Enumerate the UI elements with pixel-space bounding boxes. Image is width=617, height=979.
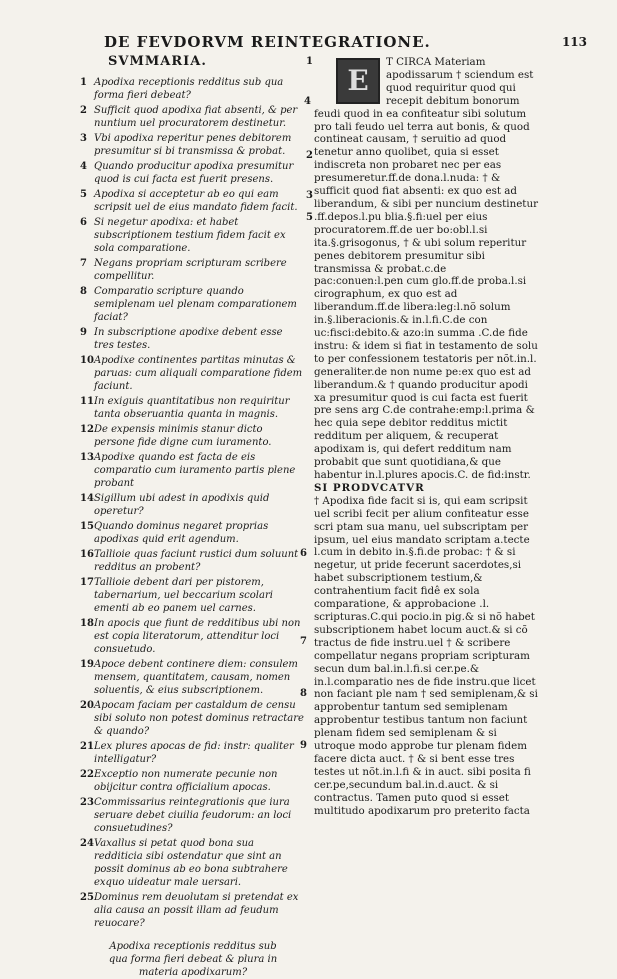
summaria-item	[82, 768, 304, 794]
summaria-item	[82, 658, 304, 697]
summaria-item	[82, 354, 304, 393]
summaria-item-number: 9	[80, 327, 87, 338]
summaria-item-text: In exiguis quantitatibus non requiritur tanta obseruantia quanta in magnis.	[94, 396, 290, 420]
summaria-item	[82, 257, 304, 283]
summaria-item-number: 10	[80, 355, 94, 366]
summaria-item-text: Apodixe continentes partitas minutas & paruas: cum aliquali comparatione fidem faciunt.	[94, 355, 303, 392]
summaria-item-number: 8	[80, 286, 87, 297]
summaria-item-number: 19	[80, 659, 94, 670]
summaria-item	[82, 326, 304, 352]
summaria-item	[82, 451, 304, 490]
summaria-item-text: Sufficit quod apodixa fiat absenti, & per nuntium uel procuratorem destinetur.	[94, 105, 298, 129]
summaria-item-number: 5	[80, 189, 87, 200]
running-head: DE FEVDORVM REINTEGRATIONE.	[104, 33, 431, 51]
summaria-item-number: 12	[80, 424, 94, 435]
summaria-item	[82, 188, 304, 214]
summaria-item-number: 18	[80, 618, 94, 629]
gutter-number: 4	[304, 96, 311, 107]
summaria-item	[82, 395, 304, 421]
summaria-item-number: 17	[80, 577, 94, 588]
summaria-item-text: Vbi apodixa reperitur penes debitorem presumitur si bi transmissa & probat.	[94, 133, 292, 157]
summaria-item-text: Quando dominus negaret proprias apodixas quid erit agendum.	[94, 521, 269, 545]
summaria-item	[82, 891, 304, 930]
summaria-item-number: 11	[80, 396, 94, 407]
summaria-subheading: Apodixa receptionis redditus sub qua forma fieri debeat & plura in materia apodixarum?	[108, 941, 278, 978]
page-header	[0, 33, 617, 55]
summaria-item-text: Sigillum ubi adest in apodixis quid operetur?	[94, 493, 270, 517]
summaria-item-text: Apoce debent continere diem: consulem mensem, quantitatem, causam, nomen soluentis, & eius subscriptionem.	[94, 659, 298, 696]
main-paragraph-1: T CIRCA Materiam apodissarum † sciendum est quod requiritur quod qui recepit debitum bonorum feudi quod in ea confiteatur sibi solutum pro tali feudo uel terra aut bonis, & quod contineat causam, † seruitio ad quod tenetur anno quolibet, quia si esset indiscreta non probaret nec per eas presumeretur.ff.de dona.l.nuda: † & sufficit quod fiat absenti: ex quo est ad liberandum, & sibi per nuncium destinetur .ff.depos.l.pu blia.§.fi:uel per eius procuratorem.ff.de uer bo:obl.l.si ita.§.grisogonus, † & ubi solum reperitur penes debitorem presumitur sibi transmissa & probat.c.de pac:conuen:l.pen cum glo.ff.de proba.l.si cirographum, ex quo est ad liberandum.ff.de libera:leg:l.nõ solum in.§.liberacionis.& in.l.fi.C.de con uc:fisci:debito.& azo:in summa .C.de fide instru: & idem si fiat in testamento de solu to per confessionem testatoris per nõt.in.l. generaliter.de non nume pe:ex quo est ad liberandum.& † quando producitur apodi xa presumitur quod is cui facta est fuerit pre sens arg C.de contrahe:emp:l.prima & hec quia sepe debitor redditus mictit redditum per aliquem, & recuperat apodixam is, qui defert redditum nam probabit que sunt quotidiana,& que habentur in.l.plures apocis.C. de fid:instr.	[314, 56, 538, 481]
summaria-item-text: Commissarius reintegrationis que iura seruare debet ciuilia feudorum: an loci consuetudines?	[94, 797, 292, 834]
summaria-item-text: Lex plures apocas de fid: instr: qualiter intelligatur?	[94, 741, 294, 765]
gutter-number: 8	[300, 688, 307, 699]
summaria-item-text: Apodixa si acceptetur ab eo qui eam scripsit uel de eius mandato fidem facit.	[94, 189, 298, 213]
summaria-item	[82, 548, 304, 574]
summaria-item-text: Vaxallus si petat quod bona sua redditicia sibi ostendatur que sint an possit dominus ab eo bona subtrahere exquo uideatur male uersari.	[94, 838, 288, 888]
summaria-item	[82, 796, 304, 835]
summaria-item-number: 1	[80, 77, 87, 88]
summaria-item-text: Apocam faciam per castaldum de censu sibi soluto non potest dominus retractare & quando?	[94, 700, 304, 737]
summaria-item	[82, 132, 304, 158]
summaria-item-number: 3	[80, 133, 87, 144]
summaria-item-number: 16	[80, 549, 94, 560]
summaria-item-number: 7	[80, 258, 87, 269]
summaria-item	[82, 837, 304, 889]
summaria-item-number: 14	[80, 493, 94, 504]
summaria-item-number: 24	[80, 838, 94, 849]
gutter-number: 5	[306, 212, 313, 223]
summaria-item-number: 13	[80, 452, 94, 463]
summaria-item-text: Apodixe quando est facta de eis comparatio cum iuramento partis plene probant	[94, 452, 296, 489]
summaria-list	[82, 76, 304, 979]
summaria-item-text: Dominus rem deuolutam si pretendat ex alia causa an possit illam ad feudum reuocare?	[94, 892, 299, 929]
summaria-item-text: Comparatio scripture quando semiplenam uel plenam comparationem faciat?	[94, 286, 297, 323]
summaria-item	[82, 216, 304, 255]
gutter-number: 2	[306, 150, 313, 161]
summaria-item	[82, 492, 304, 518]
summaria-item-text: Apodixa receptionis redditus sub qua forma fieri debeat?	[94, 77, 284, 101]
dropcap-ornament	[336, 58, 380, 104]
summaria-item-number: 2	[80, 105, 87, 116]
dropcap-letter: E	[347, 64, 369, 97]
gutter-number: 1	[306, 56, 313, 67]
summaria-item-number: 25	[80, 892, 94, 903]
summaria-item-number: 21	[80, 741, 94, 752]
gutter-number: 9	[300, 740, 307, 751]
summaria-item-number: 23	[80, 797, 94, 808]
summaria-item	[82, 76, 304, 102]
summaria-item-number: 6	[80, 217, 87, 228]
summaria-item-text: Si negetur apodixa: et habet subscriptionem testium fidem facit ex sola comparatione.	[94, 217, 286, 254]
section-subheading: SI PRODVCATVR	[314, 481, 425, 494]
summaria-item-text: Tallioie quas faciunt rustici dum soluunt redditus an probent?	[94, 549, 299, 573]
summaria-item-number: 15	[80, 521, 94, 532]
gutter-number: 7	[300, 636, 307, 647]
main-paragraph-2: † Apodixa fide facit si is, qui eam scripsit uel scribi fecit per alium confiteatur esse scri ptam sua manu, uel subscriptam per ipsum, uel eius mandato scriptam a.tecte l.cum in debito in.§.fi.de probac: † & si negetur, ut pride fecerunt sacerdotes,si habet subscriptionem testium,& contrahentium facit fidê ex sola comparatione, & approbacione .l. scripturas.C.qui pocio.in pig.& si nõ habet subscriptionem habet locum auct.& si cõ tractus de fide instru.uel † & scribere compellatur negans propriam scripturam secun dum bal.in.l.fi.si cer.pe.& in.l.comparatio nes de fide instru.que licet non faciant ple nam † sed semiplenam,& si approbentur tantum sed semiplenam approbentur testibus tantum non faciunt plenam fidem sed semiplenam & si utroque modo approbe tur plenam fidem facere dicta auct. † & si bent esse tres testes ut nõt.in.l.fi & in auct. sibi posita fi cer.pe,secundum bal.in.d.auct. & si contractus. Tamen puto quod si esset multitudo apodixarum pro preterito facta	[314, 494, 538, 817]
summaria-item-text: In apocis que fiunt de redditibus ubi non est copia literatorum, attenditur loci consuetudo.	[94, 618, 301, 655]
summaria-item-text: In subscriptione apodixe debent esse tres testes.	[94, 327, 283, 351]
summaria-item	[82, 617, 304, 656]
gutter-number: 6	[300, 548, 307, 559]
summaria-item-text: De expensis minimis stanur dicto persone fide digne cum iuramento.	[94, 424, 272, 448]
summaria-heading: SVMMARIA.	[108, 54, 207, 69]
summaria-item-text: Tallioie debent dari per pistorem, tabernarium, uel beccarium scolari ementi ab eo panem uel carnes.	[94, 577, 273, 614]
summaria-item	[82, 104, 304, 130]
summaria-item	[82, 520, 304, 546]
summaria-item-text: Quando producitur apodixa presumitur quod is cui facta est fuerit presens.	[94, 161, 294, 185]
summaria-item	[82, 285, 304, 324]
summaria-item-number: 20	[80, 700, 94, 711]
summaria-item	[82, 576, 304, 615]
summaria-item	[82, 740, 304, 766]
summaria-item-number: 4	[80, 161, 87, 172]
folio-number: 113	[561, 35, 587, 49]
summaria-item	[82, 699, 304, 738]
summaria-item	[82, 160, 304, 186]
summaria-item-number: 22	[80, 769, 94, 780]
gutter-number: 3	[306, 190, 313, 201]
summaria-item-text: Exceptio non numerate pecunie non obijcitur contra officialium apocas.	[94, 769, 278, 793]
summaria-item-text: Negans propriam scripturam scribere compellitur.	[94, 258, 287, 282]
summaria-item	[82, 423, 304, 449]
main-text-column	[314, 56, 538, 817]
